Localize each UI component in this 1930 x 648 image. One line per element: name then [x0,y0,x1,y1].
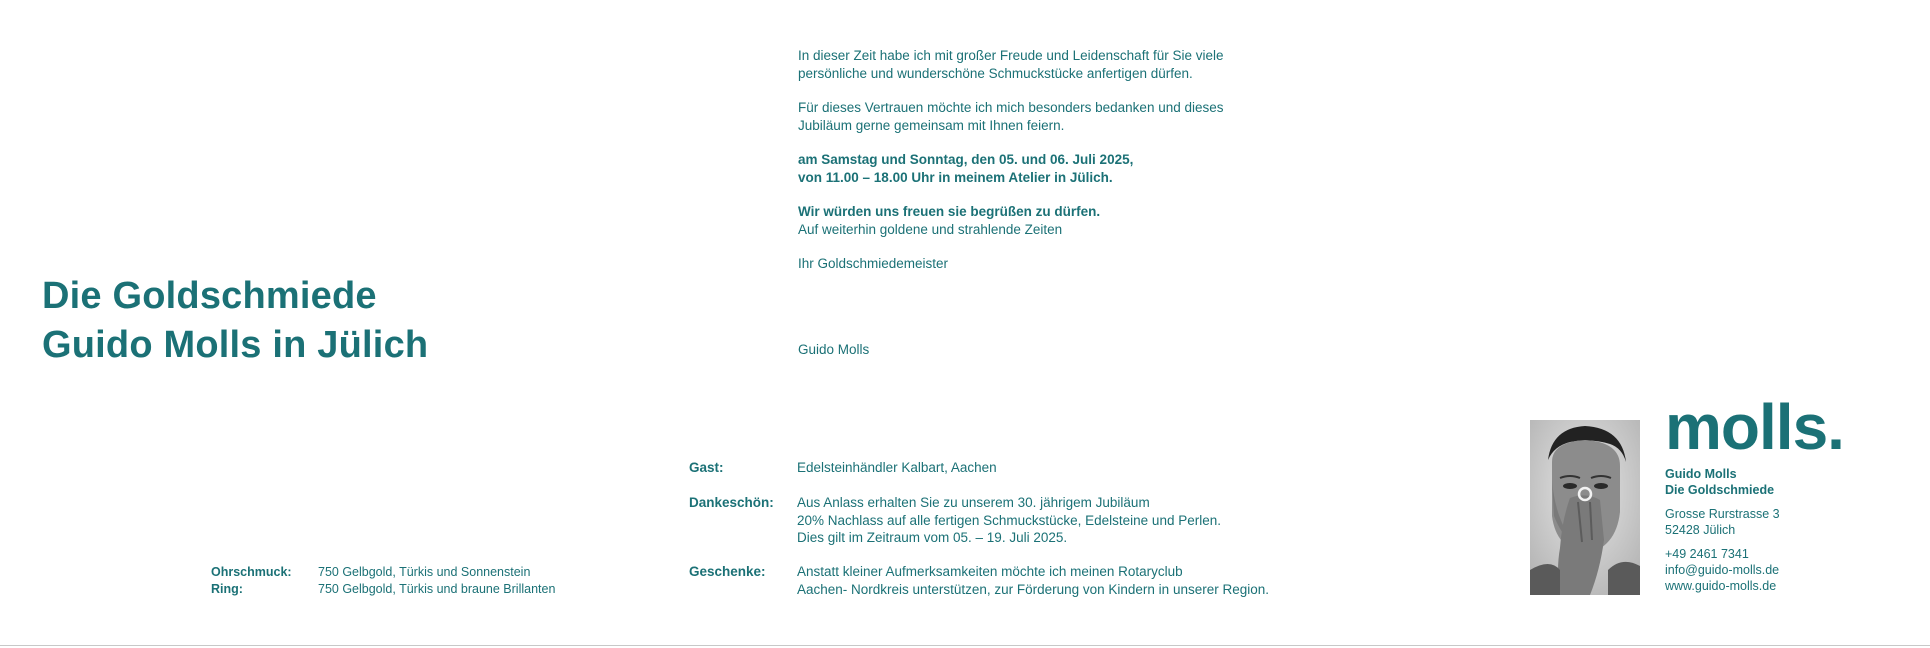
thanks-line: Aus Anlass erhalten Sie zu unserem 30. jährigem Jubiläum [797,495,1150,510]
earrings-label: Ohrschmuck: [211,565,292,579]
brand-block [1665,391,1844,594]
event-date: am Samstag und Sonntag, den 05. und 06. Juli 2025, [798,152,1134,167]
letter-paragraph [798,99,1318,134]
thanks-line: Dies gilt im Zeitraum vom 05. – 19. Juli 2025. [797,530,1068,545]
portrait-photo [1530,420,1640,595]
thanks-label: Dankeschön: [689,495,774,510]
ring-value: 750 Gelbgold, Türkis und braune Brillanten [318,582,556,596]
guest-label: Gast: [689,460,724,475]
letter-paragraph [798,47,1318,82]
portrait-illustration [1530,420,1640,595]
thanks-value [797,494,1221,547]
letter-body [798,47,1318,290]
owner-name: Guido Molls [1665,467,1737,481]
gifts-line: Anstatt kleiner Aufmerksamkeiten möchte ich meinen Rotaryclub [797,564,1183,579]
owner-block [1665,466,1844,498]
earrings-value: 750 Gelbgold, Türkis und Sonnenstein [318,565,531,579]
event-time-location: von 11.00 – 18.00 Uhr in meinem Atelier in Jülich. [798,169,1113,185]
owner-title: Die Goldschmiede [1665,483,1775,497]
address-street: Grosse Rurstrasse 3 [1665,507,1780,521]
letter-closing: Ihr Goldschmiedemeister [798,256,949,271]
signature-name: Guido Molls [798,342,870,357]
address-block [1665,506,1844,538]
contact-website[interactable]: www.guido-molls.de [1665,579,1777,593]
thanks-line: 20% Nachlass auf alle fertigen Schmuckstücke, Edelsteine und Perlen. [797,512,1221,528]
page-title [42,272,428,370]
gifts-label: Geschenke: [689,564,766,579]
letter-line: Wir würden uns freuen sie begrüßen zu dürfen. [798,204,1101,219]
headline-line-1: Die Goldschmiede [42,275,377,317]
brand-logo: molls. [1665,391,1844,463]
letter-line: Auf weiterhin goldene und strahlende Zeiten [798,221,1063,237]
gifts-value [797,563,1269,598]
letter-line: persönliche und wunderschöne Schmuckstücke anfertigen dürfen. [798,65,1193,81]
guest-value: Edelsteinhändler Kalbart, Aachen [797,460,997,475]
contact-email[interactable]: info@guido-molls.de [1665,563,1780,577]
gifts-line: Aachen- Nordkreis unterstützen, zur Förderung von Kindern in unserer Region. [797,581,1269,597]
address-city: 52428 Jülich [1665,523,1736,537]
letter-line: In dieser Zeit habe ich mit großer Freude und Leidenschaft für Sie viele [798,48,1224,63]
letter-paragraph [798,203,1318,238]
contact-phone[interactable]: +49 2461 7341 [1665,547,1749,561]
contact-block [1665,546,1844,594]
event-date-paragraph [798,151,1318,186]
letter-line: Für dieses Vertrauen möchte ich mich besonders bedanken und dieses [798,100,1224,115]
ring-label: Ring: [211,582,243,596]
bottom-divider [0,645,1930,646]
letter-line: Jubiläum gerne gemeinsam mit Ihnen feiern. [798,117,1065,133]
headline-line-2: Guido Molls in Jülich [42,324,429,366]
